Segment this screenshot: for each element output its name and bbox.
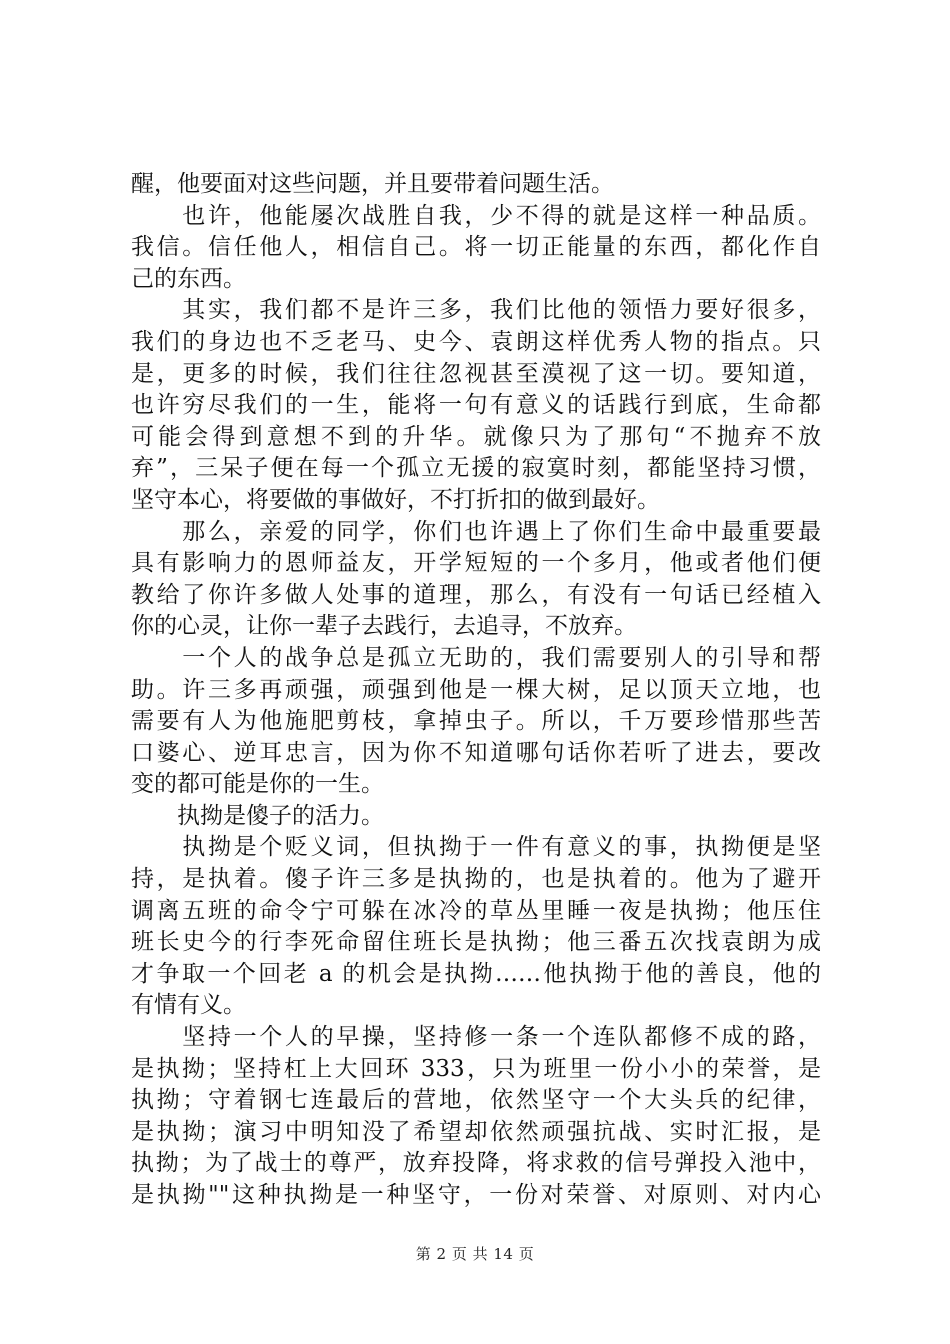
text-line: 才争取一个回老 a 的机会是执拗……他执拗于他的善良，他的 — [131, 960, 821, 987]
text-line: 是执拗；演习中明知没了希望却依然顽强抗战、实时汇报，是 — [131, 1118, 821, 1145]
text-line: 你的心灵，让你一辈子去践行，去追寻，不放弃。 — [131, 613, 637, 640]
page-footer: 第 2 页 共 14 页 — [415, 1245, 535, 1263]
text-line: 醒，他要面对这些问题，并且要带着问题生活。 — [131, 171, 614, 197]
text-line: 是执拗；坚持杠上大回环 333，只为班里一份小小的荣誉，是 — [131, 1055, 821, 1082]
text-line: 有情有义。 — [131, 992, 246, 1019]
text-line: 其实，我们都不是许三多，我们比他的领悟力要好很多， — [131, 297, 821, 324]
text-line: 是执拗""这种执拗是一种坚守，一份对荣誉、对原则、对内心 — [131, 1182, 821, 1208]
text-line: 变的都可能是你的一生。 — [131, 771, 384, 798]
text-line: 我信。信任他人，相信自己。将一切正能量的东西，都化作自 — [131, 234, 821, 261]
text-line: 执拗是个贬义词，但执拗于一件有意义的事，执拗便是坚 — [131, 834, 821, 861]
text-line: 也许，他能屡次战胜自我，少不得的就是这样一种品质。 — [131, 202, 821, 229]
text-line: 具有影响力的恩师益友，开学短短的一个多月，他或者他们便 — [131, 550, 821, 577]
text-line: 坚持一个人的早操，坚持修一条一个连队都修不成的路， — [131, 1024, 821, 1051]
text-line: 执拗；守着钢七连最后的营地，依然坚守一个大头兵的纪律， — [131, 1087, 821, 1114]
text-line: 口婆心、逆耳忠言，因为你不知道哪句话你若听了进去，要改 — [131, 739, 821, 766]
text-line: 是，更多的时候，我们往往忽视甚至漠视了这一切。要知道， — [131, 360, 821, 387]
text-line: 执拗是傻子的活力。 — [131, 802, 384, 829]
body-text — [131, 169, 821, 1212]
text-line: 我们的身边也不乏老马、史今、袁朗这样优秀人物的指点。只 — [131, 328, 821, 355]
text-line: 弃”，三呆子便在每一个孤立无援的寂寞时刻，都能坚持习惯， — [131, 455, 821, 482]
text-line: 持，是执着。傻子许三多是执拗的，也是执着的。他为了避开 — [131, 866, 821, 893]
text-line: 那么，亲爱的同学，你们也许遇上了你们生命中最重要最 — [131, 518, 821, 545]
text-line: 可能会得到意想不到的升华。就像只为了那句“不抛弃不放 — [131, 423, 821, 450]
text-line: 助。许三多再顽强，顽强到他是一棵大树，足以顶天立地，也 — [131, 676, 821, 703]
text-line: 执拗；为了战士的尊严，放弃投降，将求救的信号弹投入池中， — [131, 1150, 821, 1177]
text-line: 坚守本心，将要做的事做好，不打折扣的做到最好。 — [131, 486, 660, 513]
text-line: 教给了你许多做人处事的道理，那么，有没有一句话已经植入 — [131, 581, 821, 608]
text-line: 也许穷尽我们的一生，能将一句有意义的话践行到底，生命都 — [131, 392, 821, 419]
text-line: 班长史今的行李死命留住班长是执拗；他三番五次找袁朗为成 — [131, 929, 821, 956]
text-line: 需要有人为他施肥剪枝，拿掉虫子。所以，千万要珍惜那些苦 — [131, 708, 821, 735]
text-line: 调离五班的命令宁可躲在冰冷的草丛里睡一夜是执拗；他压住 — [131, 897, 821, 924]
text-line: 一个人的战争总是孤立无助的，我们需要别人的引导和帮 — [131, 644, 821, 671]
text-line: 己的东西。 — [131, 265, 246, 292]
